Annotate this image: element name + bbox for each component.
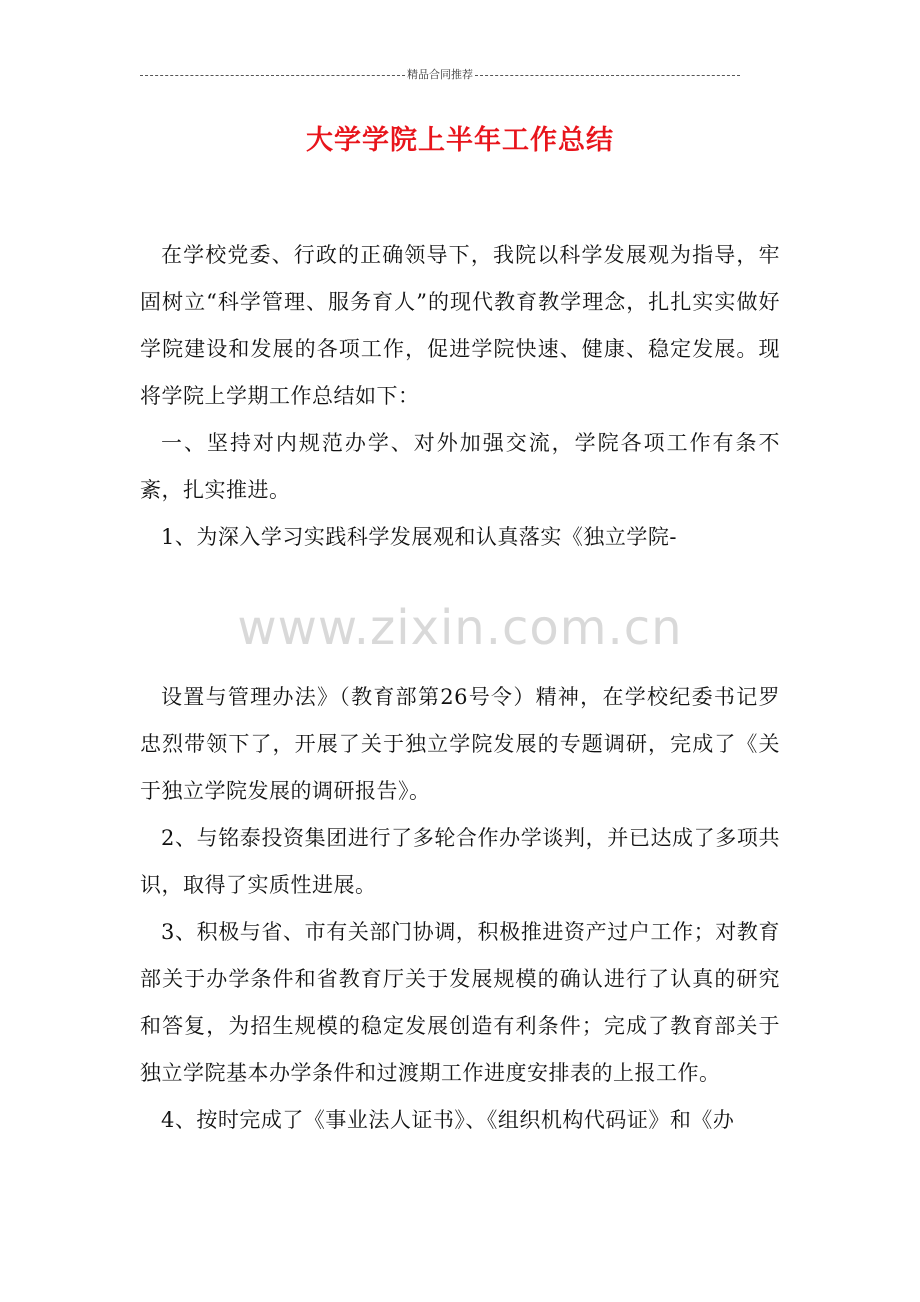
paragraph-item-4: 4、按时完成了《事业法人证书》、《组织机构代码证》和《办 (161, 1108, 735, 1132)
header-text: 精品合同推荐 (407, 68, 473, 81)
body-section-1 (140, 232, 780, 561)
watermark: www.zixin.com.cn (237, 600, 683, 656)
header-dash-left (140, 75, 405, 76)
body-section-2 (140, 674, 780, 1144)
document-title: 大学学院上半年工作总结 (306, 125, 614, 156)
paragraph-section-one: 一、坚持对内规范办学、对外加强交流，学院各项工作有条不紊，扎实推进。 (140, 431, 780, 502)
paragraph-item-2: 2、与铭泰投资集团进行了多轮合作办学谈判，并已达成了多项共识，取得了实质性进展。 (140, 826, 780, 897)
paragraph-item-3: 3、积极与省、市有关部门协调，积极推进资产过户工作；对教育部关于办学条件和省教育厅关于发展规模的确认进行了认真的研究和答复，为招生规模的稳定发展创造有利条件；完成了教育部关于独立学院基本办学条件和过渡期工作进度安排表的上报工作。 (140, 920, 780, 1085)
page-header (140, 66, 740, 82)
paragraph-item-1-start: 1、为深入学习实践科学发展观和认真落实《独立学院- (161, 525, 677, 549)
header-dash-right (475, 75, 740, 76)
paragraph-intro: 在学校党委、行政的正确领导下，我院以科学发展观为指导，牢固树立“科学管理、服务育人”的现代教育教学理念，扎扎实实做好学院建设和发展的各项工作，促进学院快速、健康、稳定发展。现将学院上学期工作总结如下： (140, 243, 780, 408)
paragraph-item-1-cont: 设置与管理办法》（教育部第26号令）精神，在学校纪委书记罗忠烈带领下了，开展了关于独立学院发展的专题调研，完成了《关于独立学院发展的调研报告》。 (140, 685, 780, 803)
